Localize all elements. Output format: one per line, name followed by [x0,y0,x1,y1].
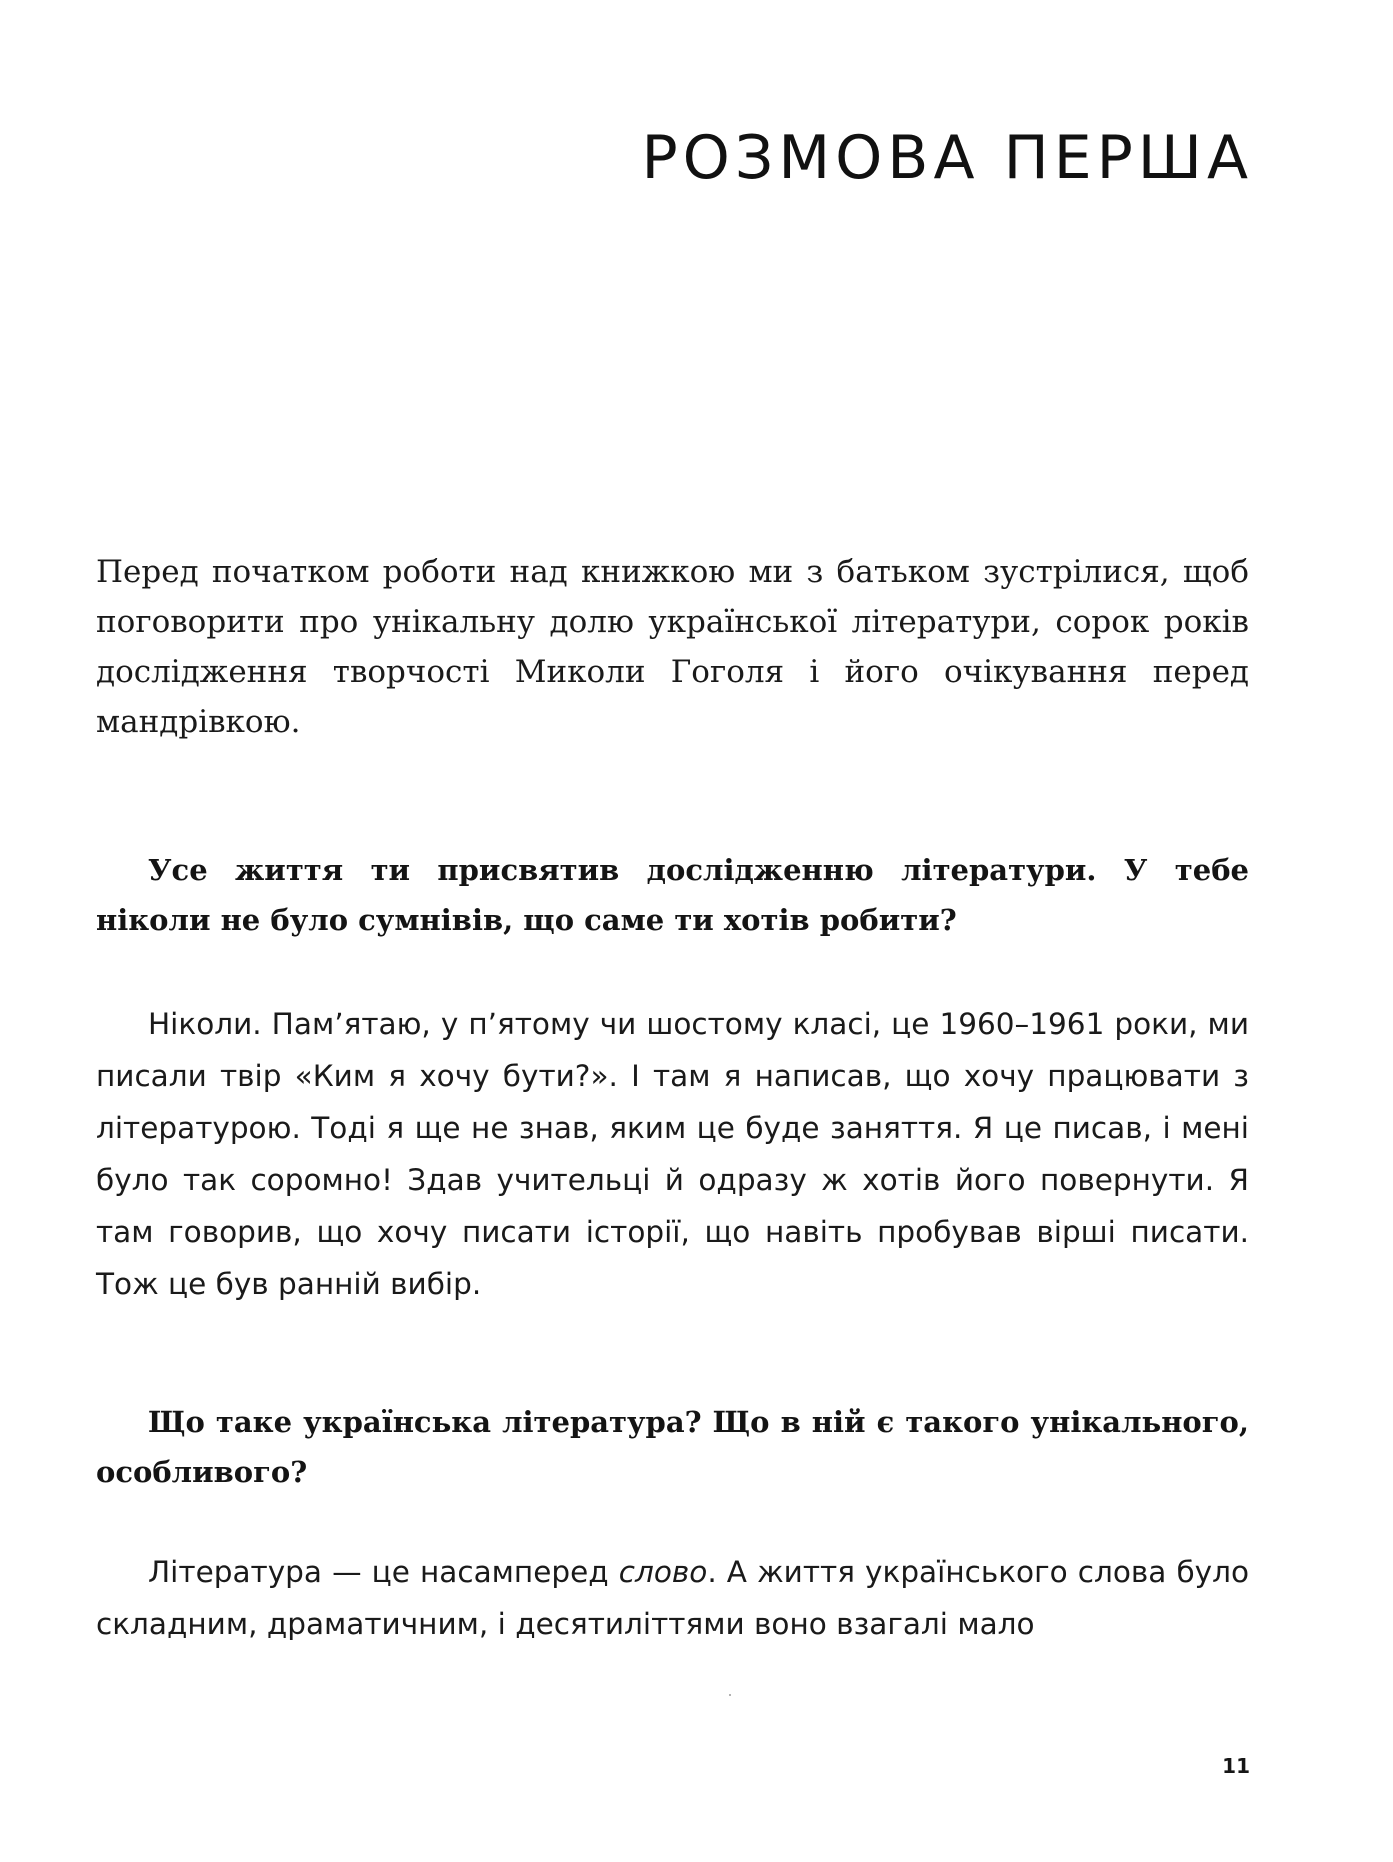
interview-question-2: Що таке українська література? Що в ній є такого унікального, особливого? [96,1405,1249,1489]
chapter-title: РОЗМОВА ПЕРША [641,123,1253,193]
answer-2-text-end: . А життя українського слова було складним, драматичним, і десятиліттями воно взагалі мало [96,1555,1249,1641]
scan-dust-speck [729,1694,731,1696]
interview-answer-1: Ніколи. Пам’ятаю, у п’ятому чи шостому класі, це 1960–1961 роки, ми писали твір «Ким я хочу бути?». І там я написав, що хочу працювати з літературою. Тоді я ще не знав, яким це буде заняття. Я це писав, і мені було так соромно! Здав учительці й одразу ж хотів його повернути. Я там говорив, що хочу писати історії, що навіть пробував вірші писати. Тож це був ранній вибір. [96,1007,1249,1301]
intro-paragraph: Перед початком роботи над книжкою ми з батьком зустрілися, щоб поговорити про унікальну долю української літератури, сорок років дослідження творчості Миколи Гоголя і його очікування перед мандрівкою. [96,554,1249,740]
answer-2-text-start: Література — це насамперед [148,1555,619,1589]
page-number: 11 [1222,1754,1250,1778]
interview-answer-2 [96,1546,1249,1650]
answer-2-emphasis: слово [618,1555,708,1589]
interview-question-1: Усе життя ти присвятив дослідженню літератури. У тебе ніколи не було сумнівів, що саме ти хотів робити? [96,853,1249,937]
